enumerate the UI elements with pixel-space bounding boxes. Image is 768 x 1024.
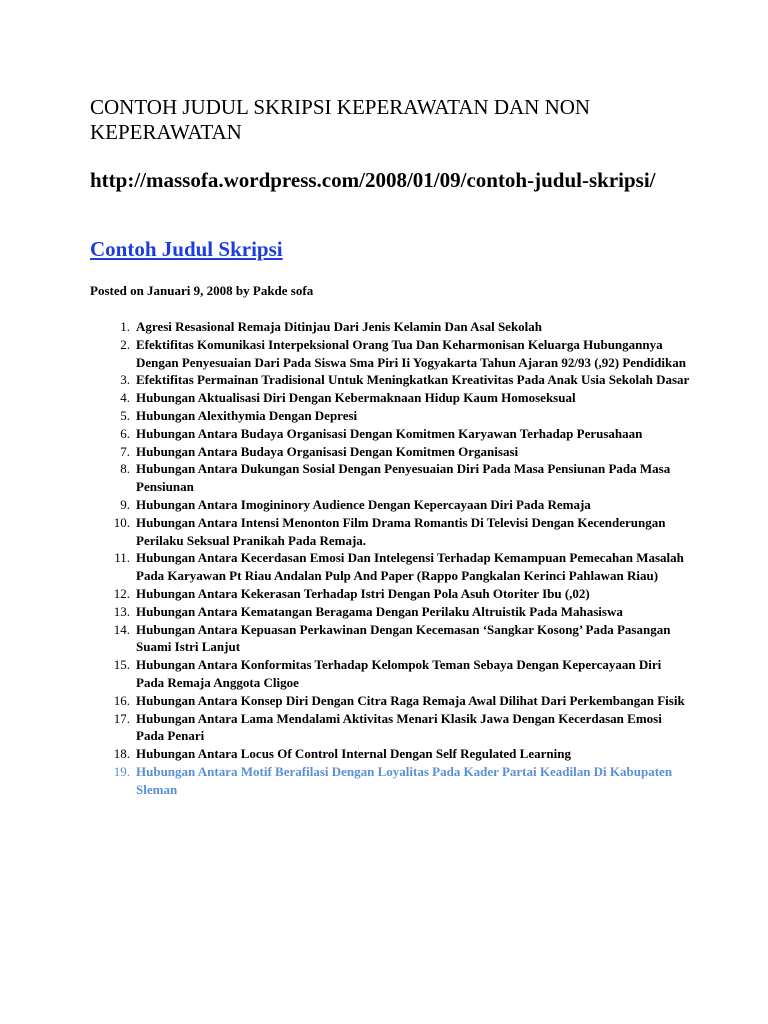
list-item-number: 14. xyxy=(113,621,130,637)
list-item-text: Hubungan Antara Imogininory Audience Dengan Kepercayaan Diri Pada Remaja xyxy=(136,496,591,512)
list-item-text: Efektifitas Permainan Tradisional Untuk Meningkatkan Kreativitas Pada Anak Usia Sekolah Dasar xyxy=(136,372,690,388)
list-item-text: Hubungan Antara Kepuasan Perkawinan Dengan Kecemasan ‘Sangkar Kosong’ Pada Pasangan Suami Istri Lanjut xyxy=(136,621,671,655)
source-url: http://massofa.wordpress.com/2008/01/09/contoh-judul-skripsi/ xyxy=(90,168,656,192)
document-title: CONTOH JUDUL SKRIPSI KEPERAWATAN DAN NON KEPERAWATAN xyxy=(90,95,591,144)
list-item-text: Hubungan Antara Dukungan Sosial Dengan Penyesuaian Diri Pada Masa Pensiunan Pada Masa Pensiunan xyxy=(136,461,671,495)
list-item xyxy=(90,496,690,514)
list-item-number: 16. xyxy=(113,692,130,708)
list-item-text: Hubungan Antara Kekerasan Terhadap Istri Dengan Pola Asuh Otoriter Ibu (,02) xyxy=(136,585,590,601)
list-item-number: 4. xyxy=(120,390,130,406)
list-item-text: Hubungan Antara Intensi Menonton Film Drama Romantis Di Televisi Dengan Kecenderungan Perilaku Seksual Pranikah Pada Remaja. xyxy=(136,514,666,548)
list-item xyxy=(90,745,690,763)
list-item xyxy=(90,585,690,603)
list-item-text: Hubungan Antara Lama Mendalami Aktivitas Menari Klasik Jawa Dengan Kecerdasan Emosi Pada Penari xyxy=(136,710,662,744)
list-item-text: Hubungan Antara Kecerdasan Emosi Dan Intelegensi Terhadap Kemampuan Pemecahan Masalah Pada Karyawan Pt Riau Andalan Pulp And Paper (Rappo Pangkalan Kerinci Pahlawan Riau) xyxy=(136,550,684,584)
list-item xyxy=(90,692,690,710)
list-item-number: 11. xyxy=(114,550,130,566)
list-item-text: Hubungan Antara Kematangan Beragama Dengan Perilaku Altruistik Pada Mahasiswa xyxy=(136,603,623,619)
list-item-number: 10. xyxy=(113,514,130,530)
list-item-text: Agresi Resasional Remaja Ditinjau Dari Jenis Kelamin Dan Asal Sekolah xyxy=(136,319,543,334)
post-heading-link[interactable]: Contoh Judul Skripsi xyxy=(90,237,283,261)
list-item xyxy=(90,603,690,621)
list-item xyxy=(90,425,690,443)
list-item-text: Hubungan Antara Budaya Organisasi Dengan Komitmen Karyawan Terhadap Perusahaan xyxy=(136,425,643,441)
list-item xyxy=(90,460,690,496)
list-item xyxy=(90,318,690,336)
list-item-number: 7. xyxy=(120,443,130,459)
list-item-number: 13. xyxy=(113,603,130,619)
list-item xyxy=(90,549,690,585)
post-heading xyxy=(90,236,283,262)
list-item xyxy=(90,621,690,657)
list-item xyxy=(90,371,690,389)
list-item-text: Hubungan Antara Konsep Diri Dengan Citra Raga Remaja Awal Dilihat Dari Perkembangan Fisik xyxy=(136,692,685,708)
thesis-title-list xyxy=(90,318,690,799)
list-item-text: Efektifitas Komunikasi Interpeksional Orang Tua Dan Keharmonisan Keluarga Hubungannya Dengan Penyesuaian Dari Pada Siswa Sma Piri Ii Yogyakarta Tahun Ajaran 92/93 (,92) Pendidikan xyxy=(136,336,686,370)
list-item-number: 12. xyxy=(113,585,130,601)
list-item-number: 18. xyxy=(113,746,130,762)
list-item xyxy=(90,710,690,746)
list-item xyxy=(90,336,690,372)
list-item xyxy=(90,443,690,461)
list-item-number: 6. xyxy=(120,425,130,441)
list-item-number: 1. xyxy=(120,319,130,334)
list-item xyxy=(90,763,690,799)
list-item-text: Hubungan Antara Budaya Organisasi Dengan Komitmen Organisasi xyxy=(136,443,519,459)
list-item-number: 19. xyxy=(113,763,130,779)
list-item-number: 2. xyxy=(120,336,130,352)
post-meta: Posted on Januari 9, 2008 by Pakde sofa xyxy=(90,283,314,298)
list-item-number: 3. xyxy=(120,372,130,388)
list-item xyxy=(90,514,690,550)
list-item xyxy=(90,389,690,407)
list-item-text: Hubungan Aktualisasi Diri Dengan Kebermaknaan Hidup Kaum Homoseksual xyxy=(136,390,576,406)
list-item-number: 15. xyxy=(113,657,130,673)
list-item xyxy=(90,656,690,692)
list-item-number: 9. xyxy=(120,496,130,512)
list-item-number: 17. xyxy=(113,710,130,726)
list-item xyxy=(90,407,690,425)
list-item-number: 8. xyxy=(120,461,130,477)
list-item-text: Hubungan Alexithymia Dengan Depresi xyxy=(136,407,358,423)
list-item-text: Hubungan Antara Motif Berafilasi Dengan Loyalitas Pada Kader Partai Keadilan Di Kabupaten Sleman xyxy=(136,763,673,797)
list-item-number: 5. xyxy=(120,407,130,423)
list-item-text: Hubungan Antara Konformitas Terhadap Kelompok Teman Sebaya Dengan Kepercayaan Diri Pada Remaja Anggota Cligoe xyxy=(136,657,662,690)
list-item-text: Hubungan Antara Locus Of Control Internal Dengan Self Regulated Learning xyxy=(136,746,571,762)
